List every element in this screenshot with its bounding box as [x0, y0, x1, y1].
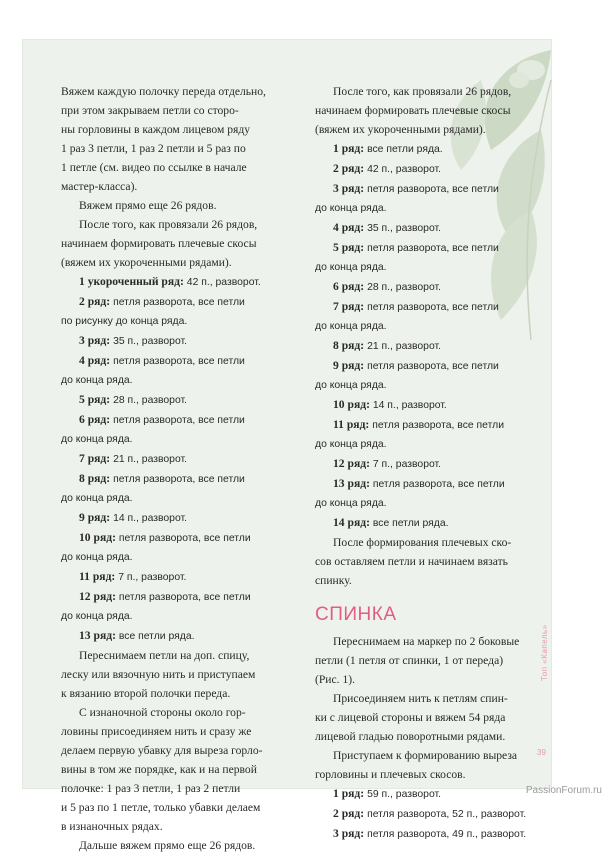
- row-continuation: по рисунку до конца ряда.: [61, 316, 188, 327]
- row-label: 11 ряд:: [79, 570, 116, 583]
- row-label: 9 ряд:: [79, 511, 111, 524]
- row-label: 7 ряд:: [333, 300, 365, 313]
- row-label: 13 ряд:: [79, 629, 116, 642]
- row-text: 7 п., разворот.: [372, 459, 442, 470]
- row-continuation: до конца ряда.: [61, 493, 133, 504]
- row-text: 42 п., разворот.: [367, 164, 442, 175]
- left-row-list: [61, 272, 297, 646]
- row-continuation: до конца ряда.: [315, 439, 387, 450]
- row-instruction: [61, 272, 297, 292]
- row-text: 14 п., разворот.: [372, 400, 447, 411]
- left-paragraph-line: начинаем формировать плечевые скосы: [61, 237, 257, 250]
- right-paragraph-line: сов оставляем петли и начинаем вязать: [315, 555, 508, 568]
- row-instruction: [61, 626, 297, 646]
- row-text: петля разворота, все петли: [367, 243, 499, 254]
- row-label: 8 ряд:: [79, 472, 111, 485]
- row-continuation: до конца ряда.: [315, 262, 387, 273]
- page-number: 39: [537, 748, 546, 757]
- row-text: петля разворота, все петли: [367, 302, 499, 313]
- row-label: 5 ряд:: [79, 393, 111, 406]
- row-text: 21 п., разворот.: [113, 454, 188, 465]
- row-instruction: [61, 449, 297, 469]
- right-paragraph-line: После формирования плечевых ско-: [333, 536, 512, 549]
- row-instruction: [315, 297, 539, 317]
- row-label: 2 ряд:: [333, 162, 365, 175]
- row-instruction: [315, 139, 539, 159]
- row-text: 28 п., разворот.: [113, 395, 188, 406]
- left-paragraph-line: в изнаночных рядах.: [61, 820, 163, 833]
- right-paragraph-line: После того, как провязали 26 рядов,: [333, 85, 512, 98]
- row-label: 3 ряд:: [333, 827, 365, 840]
- row-instruction: [61, 567, 297, 587]
- row-label: 9 ряд:: [333, 359, 365, 372]
- row-label: 12 ряд:: [79, 590, 116, 603]
- left-paragraph-line: С изнаночной стороны около гор-: [79, 706, 246, 719]
- row-instruction: [61, 390, 297, 410]
- row-text: 42 п., разворот.: [186, 277, 261, 288]
- row-instruction: [315, 454, 539, 474]
- left-paragraph-line: к вязанию второй полочки переда.: [61, 687, 231, 700]
- row-continuation: до конца ряда.: [315, 380, 387, 391]
- row-instruction: [315, 159, 539, 179]
- row-continuation: до конца ряда.: [61, 375, 133, 386]
- row-text: все петли ряда.: [367, 144, 443, 155]
- row-label: 10 ряд:: [79, 531, 116, 544]
- right-row-list-back: [315, 784, 539, 844]
- watermark: PassionForum.ru: [525, 785, 602, 796]
- row-instruction: [315, 238, 539, 258]
- left-intro-line: 1 петле (см. видео по ссылке в начале: [61, 161, 247, 174]
- page: [23, 40, 551, 852]
- row-text: 14 п., разворот.: [113, 513, 188, 524]
- row-label: 5 ряд:: [333, 241, 365, 254]
- row-label: 1 ряд:: [333, 787, 365, 800]
- row-label: 1 ряд:: [333, 142, 365, 155]
- row-text: 7 п., разворот.: [118, 572, 187, 583]
- row-text: петля разворота, все петли: [367, 361, 499, 372]
- row-instruction: [315, 474, 539, 494]
- row-text: 35 п., разворот.: [113, 336, 188, 347]
- right-column: [315, 82, 539, 844]
- left-column: [61, 82, 297, 855]
- row-text: петля разворота, все петли: [113, 356, 245, 367]
- row-continuation: до конца ряда.: [315, 321, 387, 332]
- row-instruction: [61, 292, 297, 312]
- row-text: все петли ряда.: [372, 518, 449, 529]
- row-continuation: до конца ряда.: [61, 552, 133, 563]
- row-text: петля разворота, все петли: [118, 592, 251, 603]
- row-instruction: [61, 410, 297, 430]
- left-paragraph: Вяжем прямо еще 26 рядов.: [79, 199, 217, 212]
- row-label: 4 ряд:: [79, 354, 111, 367]
- row-instruction: [315, 336, 539, 356]
- row-continuation: до конца ряда.: [61, 434, 133, 445]
- row-text: петля разворота, все петли: [113, 297, 245, 308]
- row-instruction: [315, 784, 539, 804]
- row-instruction: [315, 824, 539, 844]
- right-paragraph-line: спинку.: [315, 574, 352, 587]
- row-label: 13 ряд:: [333, 477, 370, 490]
- left-intro-line: 1 раз 3 петли, 1 раз 2 петли и 5 раз по: [61, 142, 246, 155]
- row-text: петля разворота, все петли: [113, 415, 245, 426]
- left-intro-line: мастер-класса).: [61, 180, 138, 193]
- row-instruction: [315, 804, 539, 824]
- row-instruction: [315, 218, 539, 238]
- row-instruction: [315, 356, 539, 376]
- row-text: петля разворота, все петли: [372, 479, 505, 490]
- right-paragraph-line: (вяжем их укороченными рядами).: [315, 123, 486, 136]
- row-instruction: [315, 415, 539, 435]
- side-running-title: Топ «Капель»: [540, 624, 549, 681]
- left-paragraph-line: ловины присоединяем нить и сразу же: [61, 725, 252, 738]
- left-paragraph-line: полочке: 1 раз 3 петли, 1 раз 2 петли: [61, 782, 241, 795]
- row-instruction: [315, 395, 539, 415]
- row-continuation: до конца ряда.: [61, 611, 133, 622]
- row-label: 4 ряд:: [333, 221, 365, 234]
- row-text: петля разворота, все петли: [372, 420, 505, 431]
- row-label: 11 ряд:: [333, 418, 370, 431]
- row-text: 35 п., разворот.: [367, 223, 442, 234]
- row-label: 3 ряд:: [79, 334, 111, 347]
- left-intro-line: Вяжем каждую полочку переда отдельно,: [61, 85, 266, 98]
- left-intro-line: при этом закрываем петли со сторо-: [61, 104, 239, 117]
- right-paragraph-line: горловины и плечевых скосов.: [315, 768, 466, 781]
- right-paragraph-line: начинаем формировать плечевые скосы: [315, 104, 511, 117]
- section-title-back: СПИНКА: [315, 604, 397, 625]
- left-intro-line: ны горловины в каждом лицевом ряду: [61, 123, 251, 136]
- row-label: 7 ряд:: [79, 452, 111, 465]
- right-paragraph-line: петли (1 петля от спинки, 1 от переда): [315, 654, 504, 667]
- right-paragraph-line: Переснимаем на маркер по 2 боковые: [333, 635, 520, 648]
- left-paragraph-line: леску или вязочную нить и приступаем: [61, 668, 256, 681]
- row-instruction: [61, 587, 297, 607]
- row-instruction: [61, 469, 297, 489]
- left-paragraph-line: делаем первую убавку для выреза горло-: [61, 744, 263, 757]
- row-text: петля разворота, 52 п., разворот.: [367, 809, 527, 820]
- row-text: 59 п., разворот.: [367, 789, 442, 800]
- row-text: 28 п., разворот.: [367, 282, 442, 293]
- row-text: все петли ряда.: [118, 631, 195, 642]
- left-paragraph-line: После того, как провязали 26 рядов,: [79, 218, 258, 231]
- row-text: петля разворота, все петли: [118, 533, 251, 544]
- left-paragraph-line: Переснимаем петли на доп. спицу,: [79, 649, 250, 662]
- row-label: 8 ряд:: [333, 339, 365, 352]
- row-text: петля разворота, все петли: [113, 474, 245, 485]
- row-label: 12 ряд:: [333, 457, 370, 470]
- row-instruction: [315, 277, 539, 297]
- left-paragraph-line: и 5 раз по 1 петле, только убавки делаем: [61, 801, 261, 814]
- left-paragraph: Дальше вяжем прямо еще 26 рядов.: [79, 839, 256, 852]
- row-label: 6 ряд:: [333, 280, 365, 293]
- right-paragraph-line: (Рис. 1).: [315, 673, 356, 686]
- row-instruction: [61, 508, 297, 528]
- row-label: 6 ряд:: [79, 413, 111, 426]
- row-instruction: [315, 513, 539, 533]
- left-paragraph-line: (вяжем их укороченными рядами).: [61, 256, 232, 269]
- row-instruction: [61, 528, 297, 548]
- row-label: 2 ряд:: [333, 807, 365, 820]
- right-paragraph-line: лицевой гладью поворотными рядами.: [315, 730, 506, 743]
- row-continuation: до конца ряда.: [315, 203, 387, 214]
- row-continuation: до конца ряда.: [315, 498, 387, 509]
- row-instruction: [61, 351, 297, 371]
- right-paragraph-line: Присоединяем нить к петлям спин-: [333, 692, 508, 705]
- right-paragraph-line: Приступаем к формированию выреза: [333, 749, 518, 762]
- row-label: 10 ряд:: [333, 398, 370, 411]
- left-paragraph-line: вины в том же порядке, как и на первой: [61, 763, 257, 776]
- row-text: петля разворота, все петли: [367, 184, 499, 195]
- row-text: 21 п., разворот.: [367, 341, 442, 352]
- row-label: 2 ряд:: [79, 295, 111, 308]
- row-label: 1 укороченный ряд:: [79, 275, 184, 288]
- row-label: 3 ряд:: [333, 182, 365, 195]
- row-instruction: [61, 331, 297, 351]
- right-row-list: [315, 139, 539, 533]
- row-text: петля разворота, 49 п., разворот.: [367, 829, 527, 840]
- row-instruction: [315, 179, 539, 199]
- row-label: 14 ряд:: [333, 516, 370, 529]
- right-paragraph-line: ки с лицевой стороны и вяжем 54 ряда: [315, 711, 506, 724]
